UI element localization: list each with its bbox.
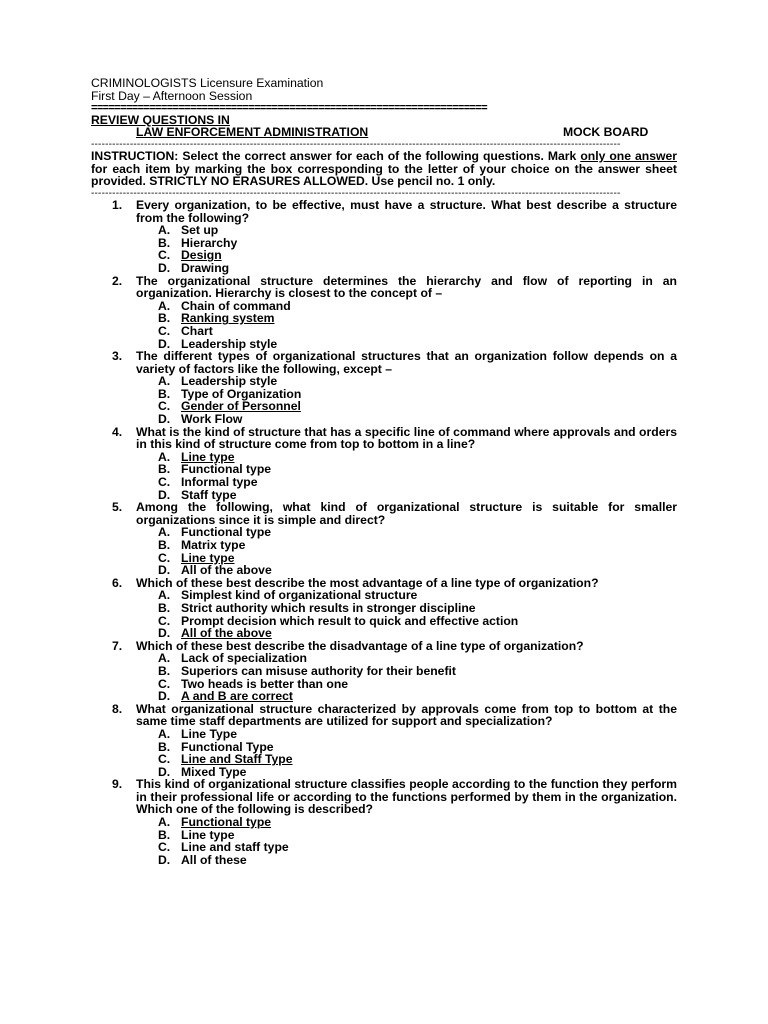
question-number: 8. xyxy=(112,701,123,716)
option-letter: C. xyxy=(158,399,171,414)
option-letter: D. xyxy=(158,563,171,578)
question-text: Which of these best describe the disadvantage of a line type of organization? xyxy=(136,638,584,653)
option-text: Functional type xyxy=(181,815,272,830)
option-text: Matrix type xyxy=(181,538,246,552)
option-letter: B. xyxy=(158,235,171,250)
option-letter: C. xyxy=(158,676,171,691)
answer-option xyxy=(91,552,677,565)
option-text: Lack of specialization xyxy=(181,651,307,666)
question-9 xyxy=(91,778,677,816)
session-label: First Day – Afternoon Session xyxy=(91,88,253,103)
option-letter: B. xyxy=(158,739,171,754)
option-letter: B. xyxy=(158,311,171,326)
option-letter: C. xyxy=(158,752,171,767)
option-letter: B. xyxy=(158,462,171,477)
answer-option xyxy=(91,741,677,754)
question-5 xyxy=(91,501,677,526)
answer-option xyxy=(91,665,677,678)
option-letter: A. xyxy=(158,449,171,464)
answer-option xyxy=(91,854,677,867)
option-text: Two heads is better than one xyxy=(181,676,349,691)
option-text: Line type xyxy=(181,449,235,464)
option-text: Leadership style xyxy=(181,336,278,351)
option-text: Functional type xyxy=(181,462,272,477)
option-text: Line Type xyxy=(181,726,237,741)
question-number: 9. xyxy=(112,777,123,792)
option-text: A and B are correct xyxy=(181,689,293,704)
question-text: The organizational structure determines the hierarchy and flow of reporting in an organization. Hierarchy is closest to the concept of – xyxy=(136,273,677,301)
question-3 xyxy=(91,350,677,375)
answer-option xyxy=(91,816,677,829)
option-letter: A. xyxy=(158,525,171,540)
question-number: 5. xyxy=(112,500,123,515)
question-number: 3. xyxy=(112,349,123,364)
option-text: Line type xyxy=(181,550,235,565)
option-letter: D. xyxy=(158,626,171,641)
option-text: Set up xyxy=(181,223,219,238)
double-rule: ==================================================================== xyxy=(91,102,488,114)
option-letter: A. xyxy=(158,726,171,741)
answer-option xyxy=(91,615,677,628)
question-text: What is the kind of structure that has a specific line of command where approvals and orders in this kind of structure come from top to bottom in a line? xyxy=(136,424,677,452)
option-text: Gender of Personnel xyxy=(181,399,301,414)
answer-option xyxy=(91,388,677,401)
question-8 xyxy=(91,703,677,728)
option-letter: A. xyxy=(158,223,171,238)
question-text: What organizational structure characterized by approvals come from top to bottom at the same time staff departments are utilized for support and specialization? xyxy=(136,701,677,729)
option-text: Functional type xyxy=(181,525,272,540)
answer-option xyxy=(91,325,677,338)
option-text: All of the above xyxy=(181,626,272,641)
instruction-part1: INSTRUCTION: Select the correct answer for each of the following questions. Mark xyxy=(91,149,581,164)
option-letter: B. xyxy=(158,538,171,552)
option-letter: B. xyxy=(158,600,171,615)
question-1 xyxy=(91,199,677,224)
option-letter: D. xyxy=(158,852,171,867)
option-letter: D. xyxy=(158,336,171,351)
instruction-emphasis: only one answer xyxy=(580,149,677,164)
review-heading: REVIEW QUESTIONS IN xyxy=(91,112,230,127)
question-number: 1. xyxy=(112,197,123,212)
answer-option xyxy=(91,249,677,262)
option-letter: A. xyxy=(158,651,171,666)
question-text: This kind of organizational structure classifies people according to the function they perform in their professional life or according to the functions performed by them in the organization. Which one of the following is described? xyxy=(136,777,677,817)
answer-option xyxy=(91,476,677,489)
dashed-rule-top: ------------------------------------------------------------------------------------------------------------------------------------------------------ xyxy=(91,139,621,151)
option-text: Design xyxy=(181,248,222,263)
question-text: Among the following, what kind of organizational structure is suitable for smaller organizations since it is simple and direct? xyxy=(136,500,677,527)
option-text: Chain of command xyxy=(181,298,291,313)
answer-option xyxy=(91,451,677,464)
option-text: Leadership style xyxy=(181,374,278,389)
question-text: Every organization, to be effective, must have a structure. What best describe a structure from the following? xyxy=(136,197,677,225)
instruction-text xyxy=(91,150,677,188)
answer-option xyxy=(91,400,677,413)
option-text: All of the above xyxy=(181,563,272,578)
answer-option xyxy=(91,678,677,691)
subject-row xyxy=(91,126,677,139)
answer-option xyxy=(91,526,677,539)
exam-title: CRIMINOLOGISTS Licensure Examination xyxy=(91,76,324,90)
answer-option xyxy=(91,224,677,237)
option-text: Functional Type xyxy=(181,739,274,754)
answer-option xyxy=(91,753,677,766)
answer-option xyxy=(91,237,677,250)
option-letter: B. xyxy=(158,386,171,401)
option-text: Strict authority which results in stronger discipline xyxy=(181,600,476,615)
option-text: Drawing xyxy=(181,260,230,275)
question-number: 7. xyxy=(112,638,123,653)
answer-option xyxy=(91,300,677,313)
option-text: Prompt decision which result to quick and effective action xyxy=(181,613,519,628)
option-letter: C. xyxy=(158,550,171,565)
option-text: Line and Staff Type xyxy=(181,752,293,767)
answer-option xyxy=(91,841,677,854)
option-letter: B. xyxy=(158,827,171,842)
question-text: Which of these best describe the most advantage of a line type of organization? xyxy=(136,575,599,590)
option-text: Type of Organization xyxy=(181,386,302,401)
question-number: 4. xyxy=(112,424,123,439)
answer-option xyxy=(91,539,677,552)
answer-option xyxy=(91,829,677,842)
question-number: 2. xyxy=(112,273,123,288)
instruction-part2: for each item by marking the box corresponding to the letter of your choice on the answer sheet provided. STRICTLY NO ERASURES ALLOWED. Use pencil no. 1 only. xyxy=(91,161,677,189)
question-7 xyxy=(91,640,677,653)
option-text: Ranking system xyxy=(181,311,275,326)
option-text: Chart xyxy=(181,323,213,338)
option-text: Simplest kind of organizational structure xyxy=(181,588,418,603)
option-letter: A. xyxy=(158,298,171,313)
option-text: Staff type xyxy=(181,487,237,502)
option-letter: C. xyxy=(158,323,171,338)
option-text: All of these xyxy=(181,852,247,867)
question-4 xyxy=(91,426,677,451)
option-text: Line and staff type xyxy=(181,840,289,855)
option-letter: D. xyxy=(158,689,171,704)
option-letter: A. xyxy=(158,815,171,830)
question-text: The different types of organizational structures that an organization follow depends on a variety of factors like the following, except – xyxy=(136,349,677,376)
option-letter: A. xyxy=(158,588,171,603)
answer-option xyxy=(91,728,677,741)
option-letter: C. xyxy=(158,840,171,855)
subject-title: LAW ENFORCEMENT ADMINISTRATION xyxy=(136,125,369,140)
option-letter: D. xyxy=(158,412,171,427)
option-text: Line type xyxy=(181,827,235,842)
option-letter: C. xyxy=(158,613,171,628)
mock-board-label: MOCK BOARD xyxy=(563,125,649,140)
question-2 xyxy=(91,275,677,300)
option-letter: C. xyxy=(158,475,171,490)
option-letter: D. xyxy=(158,487,171,502)
question-list xyxy=(91,199,677,866)
option-text: Informal type xyxy=(181,475,258,490)
option-letter: C. xyxy=(158,248,171,263)
option-letter: B. xyxy=(158,663,171,678)
option-letter: D. xyxy=(158,764,171,779)
option-letter: A. xyxy=(158,374,171,389)
answer-option xyxy=(91,463,677,476)
answer-option xyxy=(91,312,677,325)
question-number: 6. xyxy=(112,575,123,590)
option-letter: D. xyxy=(158,260,171,275)
option-text: Hierarchy xyxy=(181,235,238,250)
dashed-rule-bottom: ------------------------------------------------------------------------------------------------------------------------------------------------------ xyxy=(91,187,621,199)
option-text: Work Flow xyxy=(181,412,243,427)
option-text: Superiors can misuse authority for their benefit xyxy=(181,663,456,678)
answer-option xyxy=(91,375,677,388)
option-text: Mixed Type xyxy=(181,764,247,779)
